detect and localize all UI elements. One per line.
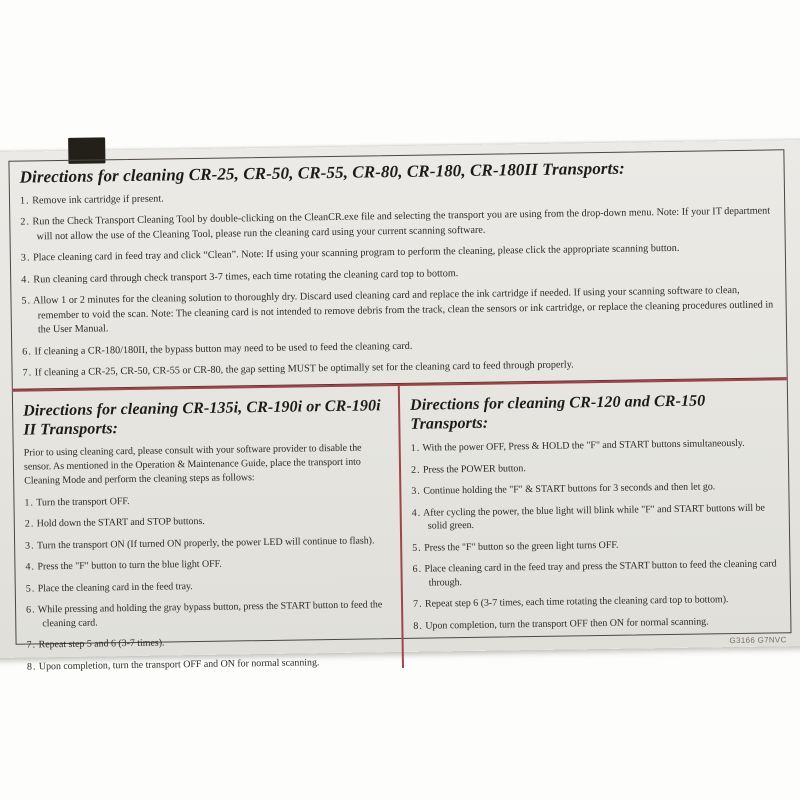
list-item-number: 7. <box>412 598 423 611</box>
list-item-number: 6. <box>26 604 36 616</box>
list-item-number: 3. <box>20 252 31 265</box>
list-item-text: Upon completion, turn the transport OFF and ON for normal scanning. <box>36 656 320 673</box>
list-item-text: Run the Check Transport Cleaning Tool by double-clicking on the CleanCR.exe file and selecting the transport you are using from the drop-down menu. Note: If your IT department will not allow the use of the Cleaning Tool, please run the cleaning card using your current scanning software. <box>29 205 771 243</box>
list-item <box>412 558 777 590</box>
list-item <box>413 593 778 612</box>
list-item-number: 7. <box>26 639 37 651</box>
list-item <box>21 241 774 267</box>
list-item-number: 4. <box>411 507 422 519</box>
list-item <box>27 655 390 674</box>
list-item <box>25 534 388 553</box>
list-item <box>411 480 776 499</box>
list-item <box>22 334 775 360</box>
list-item-text: Turn the transport OFF. <box>33 495 130 509</box>
list-item <box>411 437 776 456</box>
list-item-text: Allow 1 or 2 minutes for the cleaning solution to thoroughly dry. Discard used cleaning card and replace the ink cartridge if needed. If using your scanning software to clean, remember to void the scan. Note: The cleaning card is not intended to remove debris from the track, clean the sensors or ink cartridge, or replace the cleaning procedures outlined in the User Manual. <box>31 285 774 336</box>
list-item-number: 2. <box>410 464 421 476</box>
list-item <box>21 262 774 288</box>
list-item <box>22 356 775 382</box>
list-item-text: Press the "F" button to turn the blue light OFF. <box>34 558 222 573</box>
list-item-text: If cleaning a CR-25, CR-50, CR-55 or CR-80, the gap setting MUST be optimally set for the cleaning card to feed through properly. <box>32 359 574 379</box>
list-item-number: 5. <box>25 583 36 595</box>
list-item-number: 2. <box>24 518 35 530</box>
left-column-intro: Prior to using cleaning card, please consult with your software provider to disable the sensor. As mentioned in the Operation & Maintenance Guide, place the transport into Cleaning Mode and perform the cleaning steps as follows: <box>23 442 362 487</box>
card-frame <box>8 149 791 673</box>
list-item <box>27 633 390 652</box>
list-item-text: Press the POWER button. <box>420 462 526 476</box>
list-item-number: 1. <box>410 442 421 455</box>
instruction-card <box>0 140 800 673</box>
right-column-title: Directions for cleaning CR-120 and CR-150 Transports: <box>409 392 706 433</box>
list-item <box>413 614 778 633</box>
list-item-text: Repeat step 6 (3-7 times, each time rotating the cleaning card top to bottom). <box>422 594 729 610</box>
list-item-number: 6. <box>412 563 423 576</box>
list-item-number: 8. <box>26 661 37 673</box>
list-item-text: Hold down the START and STOP buttons. <box>34 516 205 530</box>
list-item-text: If cleaning a CR-180/180II, the bypass button may need to be used to feed the cleaning card. <box>31 340 413 358</box>
list-item-number: 7. <box>22 367 33 379</box>
list-item <box>411 458 776 477</box>
right-column-list <box>411 437 779 633</box>
list-item-text: With the power OFF, Press & HOLD the "F" and START buttons simultaneously. <box>420 438 745 454</box>
top-section <box>9 150 786 388</box>
left-column-title: Directions for cleaning CR-135i, CR-190i or CR-190i II Transports: <box>23 397 381 439</box>
list-item-text: Press the "F" button so the green light turns OFF. <box>421 539 619 554</box>
list-item <box>25 512 388 531</box>
list-item-number: 1. <box>19 195 30 207</box>
top-section-title: Directions for cleaning CR-25, CR-50, CR-55, CR-80, CR-180, CR-180II Transports: <box>19 158 626 187</box>
top-section-list <box>20 183 776 381</box>
list-item-number: 3. <box>411 485 421 498</box>
list-item-number: 5. <box>412 542 422 554</box>
list-item-number: 3. <box>25 540 35 552</box>
list-item-number: 6. <box>22 346 32 358</box>
list-item-number: 4. <box>21 274 31 286</box>
list-item <box>21 284 775 339</box>
list-item <box>24 491 387 510</box>
list-item-text: Place cleaning card in feed tray and click “Clean”. Note: If using your scanning program to perform the cleaning, please click the appropriate scanning button. <box>30 243 680 264</box>
list-item <box>20 183 773 209</box>
list-item-text: Repeat step 5 and 6 (3-7 times). <box>36 637 165 651</box>
left-column-list <box>24 491 390 674</box>
list-item <box>26 598 389 630</box>
list-item-number: 5. <box>21 295 32 308</box>
list-item-text: After cycling the power, the blue light will blink while "F" and START buttons will be solid green. <box>421 502 765 532</box>
list-item-number: 2. <box>20 216 31 229</box>
list-item <box>412 536 777 555</box>
list-item <box>25 555 388 574</box>
list-item-number: 4. <box>25 561 36 573</box>
list-item-number: 8. <box>413 620 423 632</box>
list-item-text: While pressing and holding the gray bypass button, press the START button to feed the cleaning card. <box>35 599 383 629</box>
list-item-text: Continue holding the "F" & START buttons for 3 seconds and then let go. <box>420 481 716 497</box>
list-item <box>20 205 773 245</box>
columns <box>13 380 791 674</box>
list-item <box>26 577 389 596</box>
list-item-text: Turn the transport ON (If turned ON properly, the power LED will continue to flash). <box>34 535 375 552</box>
list-item-text: Upon completion, turn the transport OFF then ON for normal scanning. <box>422 616 709 632</box>
right-column <box>400 380 791 668</box>
part-number-label: G3166 G7NVC <box>729 635 787 646</box>
list-item-text: Place the cleaning card in the feed tray. <box>35 580 193 595</box>
list-item-text: Place cleaning card in the feed tray and press the START button to feed the cleaning card through. <box>421 558 777 589</box>
list-item-number: 1. <box>24 497 35 509</box>
list-item <box>412 501 777 533</box>
left-column <box>13 386 404 674</box>
list-item-text: Run cleaning card through check transport 3-7 times, each time rotating the cleaning card top to bottom. <box>30 268 459 286</box>
list-item-text: Remove ink cartridge if present. <box>29 193 164 207</box>
